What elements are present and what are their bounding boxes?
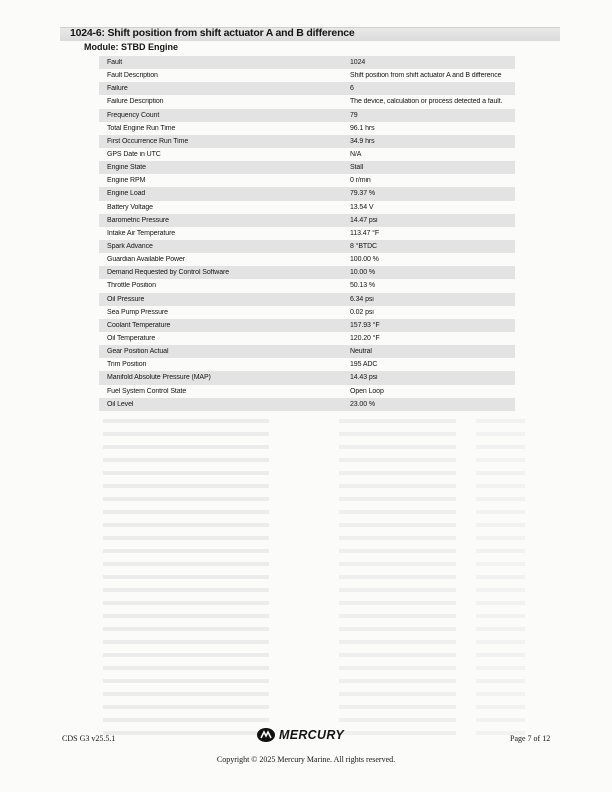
row-value: Shift position from shift actuator A and B difference [350,72,502,80]
bleed-through-mark [103,679,269,683]
bleed-through-mark [103,445,269,449]
bleed-through-mark [339,653,456,657]
software-version: CDS G3 v25.5.1 [62,734,116,743]
row-value: 0 r/min [350,177,371,185]
bleed-through-mark [339,731,456,735]
row-value: 8 °BTDC [350,243,377,251]
bleed-through-mark [476,627,525,631]
table-row [99,201,515,214]
row-value: 13.54 V [350,203,374,211]
row-label: Intake Air Temperature [107,229,176,237]
row-value: 14.47 psi [350,216,378,224]
row-value: 1024 [350,59,366,67]
bleed-through-line [95,583,525,596]
bleed-through-mark [103,718,269,722]
row-label: Oil Pressure [107,295,145,303]
table-row [99,345,515,358]
bleed-through-mark [476,588,525,592]
table-row [99,240,515,253]
bleed-through-mark [339,666,456,670]
bleed-through-area [95,414,525,749]
bleed-through-mark [103,731,269,735]
bleed-through-mark [103,640,269,644]
row-value: 120.20 °F [350,335,380,343]
bleed-through-line [95,414,525,427]
bleed-through-mark [339,497,456,501]
row-label: Engine Load [107,190,146,198]
bleed-through-mark [476,419,525,423]
row-value: 113.47 °F [350,229,380,237]
row-value: Neutral [350,348,372,356]
bleed-through-mark [476,510,525,514]
bleed-through-mark [103,562,269,566]
row-label: Failure Description [107,98,164,106]
row-value: 79.37 % [350,190,375,198]
fault-detail-table [99,56,515,411]
bleed-through-mark [339,432,456,436]
bleed-through-line [95,622,525,635]
row-label: Coolant Temperature [107,321,171,329]
bleed-through-mark [103,523,269,527]
bleed-through-line [95,518,525,531]
row-label: GPS Date in UTC [107,151,161,159]
bleed-through-mark [103,705,269,709]
bleed-through-mark [476,458,525,462]
bleed-through-mark [339,640,456,644]
row-value: 0.02 psi [350,308,374,316]
row-label: Barometric Pressure [107,216,169,224]
bleed-through-line [95,700,525,713]
bleed-through-line [95,557,525,570]
bleed-through-line [95,596,525,609]
bleed-through-line [95,648,525,661]
row-value: 50.13 % [350,282,375,290]
table-row [99,385,515,398]
bleed-through-mark [476,666,525,670]
bleed-through-mark [103,575,269,579]
bleed-through-mark [103,419,269,423]
bleed-through-mark [476,575,525,579]
row-value: 195 ADC [350,361,378,369]
bleed-through-mark [476,497,525,501]
bleed-through-mark [103,536,269,540]
bleed-through-mark [476,536,525,540]
bleed-through-mark [339,627,456,631]
table-row [99,227,515,240]
bleed-through-mark [339,692,456,696]
bleed-through-mark [339,536,456,540]
row-label: Failure [107,85,128,93]
bleed-through-mark [103,432,269,436]
row-value: 157.93 °F [350,321,380,329]
row-value: 14.43 psi [350,374,378,382]
row-value: 10.00 % [350,269,375,277]
bleed-through-mark [339,523,456,527]
bleed-through-mark [339,562,456,566]
bleed-through-line [95,687,525,700]
bleed-through-line [95,544,525,557]
row-value: The device, calculation or process detected a fault. [350,98,503,106]
bleed-through-mark [476,601,525,605]
row-label: Demand Requested by Control Software [107,269,230,277]
row-value: 6.34 psi [350,295,374,303]
bleed-through-mark [103,471,269,475]
fault-title: 1024-6: Shift position from shift actuator A and B difference [70,27,355,39]
table-row [99,69,515,82]
mercury-logo-icon [256,727,276,743]
row-value: Stall [350,164,364,172]
table-row [99,95,515,108]
bleed-through-line [95,674,525,687]
row-label: Fuel System Control State [107,387,187,395]
bleed-through-line [95,635,525,648]
row-value: 100.00 % [350,256,379,264]
bleed-through-mark [339,575,456,579]
bleed-through-mark [339,601,456,605]
row-value: 34.9 hrs [350,137,375,145]
bleed-through-mark [339,445,456,449]
table-row [99,174,515,187]
bleed-through-mark [103,510,269,514]
row-label: Engine State [107,164,146,172]
row-label: Trim Position [107,361,147,369]
page-number: Page 7 of 12 [510,734,551,743]
bleed-through-line [95,440,525,453]
table-row [99,109,515,122]
brand-name: MERCURY [279,728,345,742]
row-value: 79 [350,111,358,119]
table-row [99,253,515,266]
row-value: 6 [350,85,354,93]
bleed-through-mark [476,640,525,644]
bleed-through-mark [339,679,456,683]
row-label: Battery Voltage [107,203,153,211]
bleed-through-line [95,713,525,726]
row-label: Spark Advance [107,243,153,251]
bleed-through-mark [103,666,269,670]
bleed-through-mark [103,601,269,605]
bleed-through-mark [103,614,269,618]
table-row [99,56,515,69]
table-row [99,148,515,161]
row-value: Open Loop [350,387,384,395]
row-value: 96.1 hrs [350,124,375,132]
bleed-through-mark [476,549,525,553]
row-label: Oil Temperature [107,335,156,343]
bleed-through-line [95,531,525,544]
bleed-through-mark [476,718,525,722]
bleed-through-mark [339,510,456,514]
table-row [99,319,515,332]
bleed-through-mark [476,523,525,527]
row-value: 23.00 % [350,400,375,408]
bleed-through-mark [476,614,525,618]
bleed-through-mark [339,705,456,709]
table-row [99,214,515,227]
row-label: Guardian Available Power [107,256,186,264]
table-row [99,293,515,306]
bleed-through-line [95,505,525,518]
bleed-through-mark [339,588,456,592]
table-row [99,306,515,319]
bleed-through-mark [339,419,456,423]
bleed-through-line [95,570,525,583]
bleed-through-mark [339,614,456,618]
row-label: Engine RPM [107,177,146,185]
table-row [99,161,515,174]
row-label: Total Engine Run Time [107,124,176,132]
bleed-through-mark [476,471,525,475]
table-row [99,332,515,345]
row-value: N/A [350,151,362,159]
row-label: Throttle Position [107,282,156,290]
module-label: Module: STBD Engine [84,42,178,52]
bleed-through-mark [476,679,525,683]
row-label: Fault [107,59,123,67]
row-label: Gear Position Actual [107,348,169,356]
bleed-through-mark [339,484,456,488]
bleed-through-mark [103,458,269,462]
bleed-through-mark [103,653,269,657]
row-label: Fault Description [107,72,158,80]
row-label: Sea Pump Pressure [107,308,168,316]
row-label: Frequency Count [107,111,160,119]
bleed-through-mark [476,692,525,696]
bleed-through-mark [476,484,525,488]
bleed-through-line [95,466,525,479]
table-row [99,135,515,148]
bleed-through-mark [103,497,269,501]
table-row [99,279,515,292]
table-row [99,122,515,135]
bleed-through-mark [476,445,525,449]
bleed-through-mark [339,549,456,553]
bleed-through-mark [103,484,269,488]
bleed-through-line [95,661,525,674]
bleed-through-line [95,453,525,466]
table-row [99,371,515,384]
bleed-through-line [95,427,525,440]
bleed-through-line [95,479,525,492]
row-label: First Occurrence Run Time [107,137,189,145]
bleed-through-mark [103,627,269,631]
bleed-through-line [95,609,525,622]
bleed-through-mark [103,549,269,553]
bleed-through-line [95,492,525,505]
table-row [99,398,515,411]
bleed-through-mark [476,562,525,566]
bleed-through-mark [476,653,525,657]
copyright-notice: Copyright © 2025 Mercury Marine. All rights reserved. [216,755,396,764]
row-label: Oil Level [107,400,134,408]
table-row [99,358,515,371]
bleed-through-mark [339,718,456,722]
table-row [99,82,515,95]
bleed-through-mark [476,432,525,436]
bleed-through-mark [103,588,269,592]
mercury-logo [256,727,344,743]
table-row [99,187,515,200]
row-label: Manifold Absolute Pressure (MAP) [107,374,211,382]
table-row [99,266,515,279]
bleed-through-mark [339,471,456,475]
bleed-through-mark [339,458,456,462]
bleed-through-mark [476,705,525,709]
bleed-through-mark [103,692,269,696]
